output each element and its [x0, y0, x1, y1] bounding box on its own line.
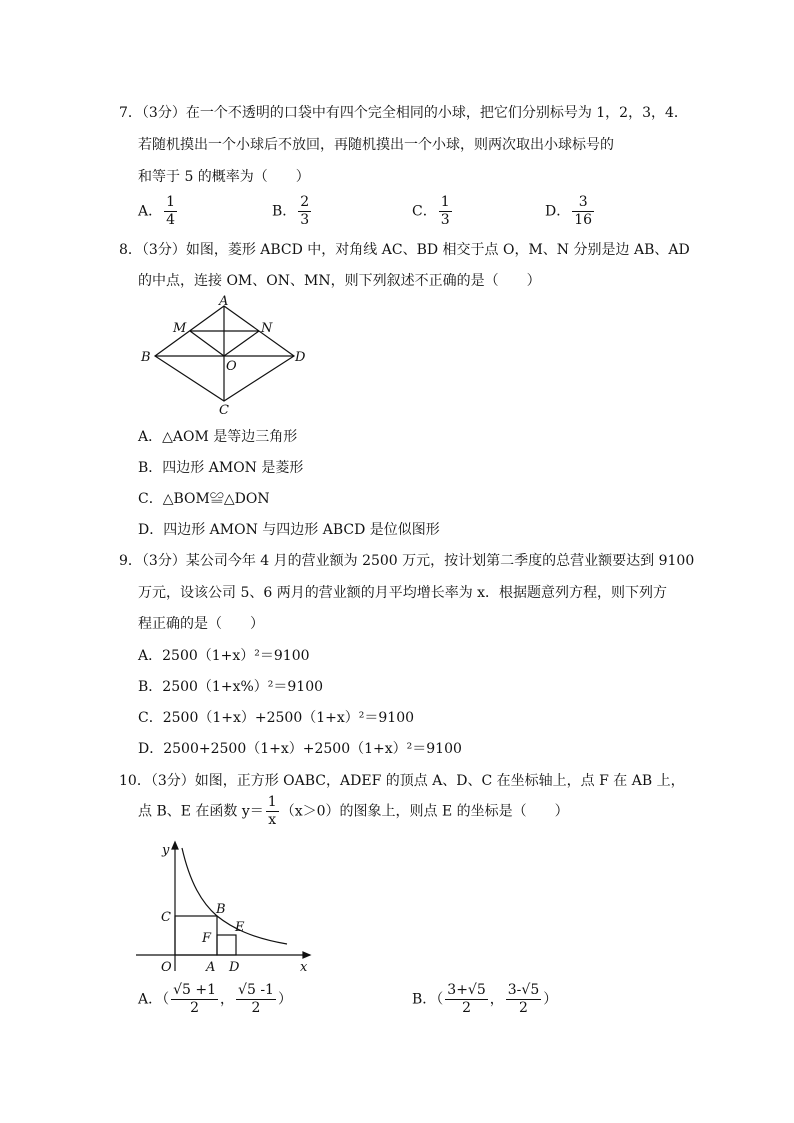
fraction: $\frac{1}{x}$: [267, 794, 277, 828]
fraction: $\frac{1}{4}$: [166, 194, 176, 228]
label-d: D: [295, 350, 306, 365]
label-f: F: [202, 931, 212, 946]
q7-option-d: [545, 194, 596, 229]
y-axis-arrow: [172, 842, 178, 849]
segment-on: [224, 331, 259, 356]
hyperbola-figure: [132, 838, 322, 978]
q9-option-a: A．2500（1+x）²＝9100: [138, 648, 310, 664]
label-x: x: [300, 960, 308, 975]
label-y: y: [162, 843, 170, 858]
fraction: $\frac{2}{3}$: [300, 194, 310, 228]
label-a: A: [206, 960, 216, 975]
option-label: D．: [545, 203, 571, 220]
q8-option-d: D．四边形 AMON 与四边形 ABCD 是位似图形: [138, 522, 440, 538]
q8-option-c: C．△BOM≌△DON: [138, 491, 270, 507]
fraction: $\frac{1}{3}$: [440, 194, 450, 228]
q7-line1: 7．（3分）在一个不透明的口袋中有四个完全相同的小球，把它们分别标号为 1，2，3，4．: [119, 105, 688, 121]
q8-option-a: A．△AOM 是等边三角形: [138, 429, 298, 445]
q9-line2: 万元，设该公司 5、6 两月的营业额的月平均增长率为 x．根据题意列方程，则下列方: [138, 585, 668, 601]
option-label: B．: [272, 203, 297, 220]
fraction: $\frac{√5 +1}{2}$: [173, 982, 217, 1016]
fraction: $\frac{3-√5}{2}$: [507, 982, 540, 1016]
q10-option-b: B．（ $\frac{3+√5}{2}$ ， $\frac{3-√5}{2}$ ）: [412, 982, 558, 1016]
label-n: N: [261, 321, 273, 336]
q9-option-c: C．2500（1+x）+2500（1+x）²＝9100: [138, 710, 415, 726]
label-a: A: [219, 294, 229, 309]
label-o: O: [161, 960, 172, 975]
q8-line1: 8．（3分）如图，菱形 ABCD 中，对角线 AC、BD 相交于点 O，M、N 分别是边 AB、AD: [119, 242, 690, 258]
q9-option-d: D．2500+2500（1+x）+2500（1+x）²＝9100: [138, 741, 462, 757]
option-label: C．: [412, 203, 437, 220]
segment-om: [190, 331, 224, 356]
q7-option-c: [412, 194, 454, 229]
q8-option-b: B．四边形 AMON 是菱形: [138, 460, 304, 476]
q10-line1: 10．（3分）如图，正方形 OABC，ADEF 的顶点 A、D、C 在坐标轴上，点 F 在 AB 上，: [119, 773, 685, 789]
fraction: $\frac{3+√5}{2}$: [447, 982, 486, 1016]
q7-option-b: [272, 194, 313, 229]
fraction: $\frac{3}{16}$: [574, 194, 593, 228]
label-e: E: [235, 920, 245, 935]
q9-line3: 程正确的是（ ）: [138, 616, 264, 632]
label-b: B: [216, 902, 226, 917]
rhombus-figure: [135, 294, 315, 419]
q10-line2: 点 B、E 在函数 y＝ $\frac{1}{x}$ （x＞0）的图象上，则点 E 的坐标是（ ）: [138, 794, 569, 828]
option-label: A．: [138, 203, 163, 220]
label-d: D: [229, 960, 240, 975]
square-adef: [217, 935, 236, 955]
q7-line2: 若随机摸出一个小球后不放回，再随机摸出一个小球，则两次取出小球标号的: [138, 137, 614, 153]
q10-option-a: A．（ $\frac{√5 +1}{2}$ ， $\frac{√5 -1}{2}$ ）: [138, 982, 292, 1016]
q7-option-a: [138, 194, 179, 229]
label-c: C: [161, 910, 171, 925]
q9-line1: 9．（3分）某公司今年 4 月的营业额为 2500 万元，按计划第二季度的总营业额要达到 9100: [119, 553, 695, 569]
x-axis-arrow: [303, 952, 310, 958]
fraction: $\frac{√5 -1}{2}$: [238, 982, 274, 1016]
q8-line2: 的中点，连接 OM、ON、MN，则下列叙述不正确的是（ ）: [138, 273, 541, 289]
label-m: M: [173, 321, 187, 336]
q7-line3: 和等于 5 的概率为（ ）: [138, 169, 310, 185]
label-c: C: [219, 403, 229, 418]
label-o: O: [226, 359, 237, 374]
label-b: B: [141, 350, 151, 365]
q9-option-b: B．2500（1+x%）²＝9100: [138, 679, 324, 695]
